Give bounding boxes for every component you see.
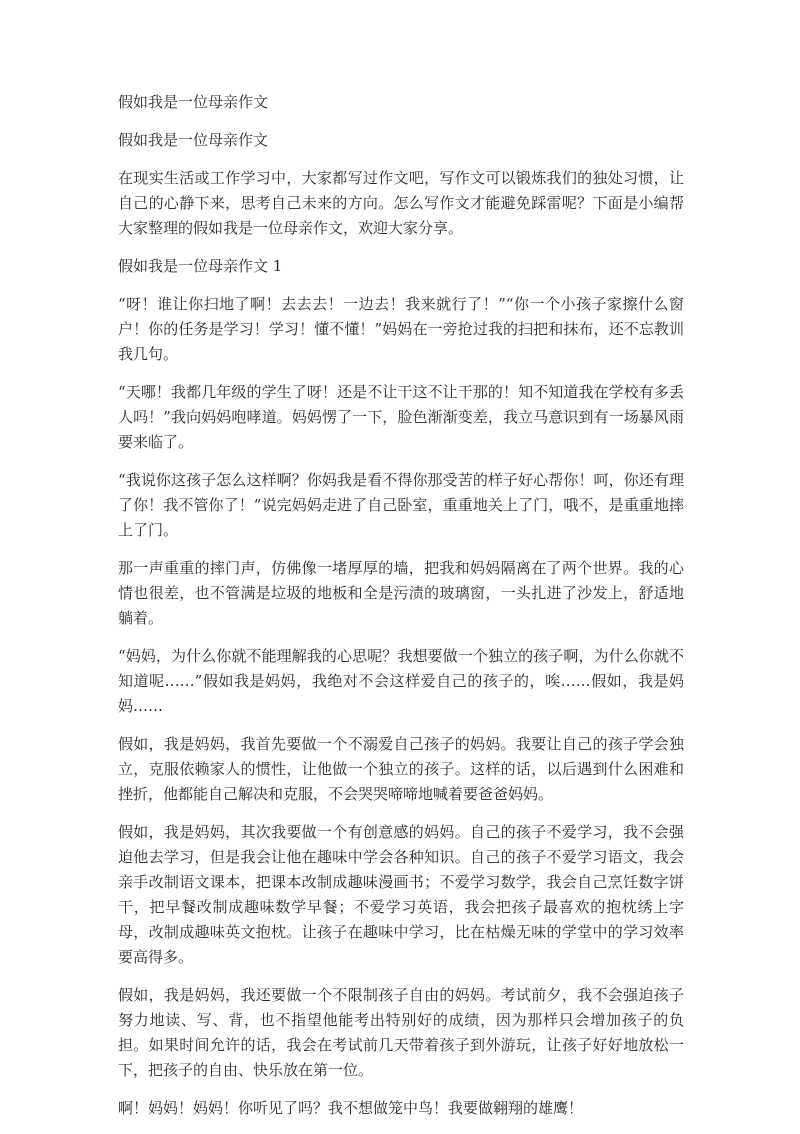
essay-heading: 假如我是一位母亲作文 1 <box>118 257 283 275</box>
paragraph: “我说你这孩子怎么这样啊？你妈我是看不得你那受苦的样子好心帮你！呵，你还有理了你！我不管你了！”说完妈妈走进了自己卧室，重重地关上了门，哦不，是重重地摔上了门。 <box>118 471 684 539</box>
closing-paragraph: 啊！妈妈！妈妈！你听见了吗？我不想做笼中鸟！我要做翱翔的雄鹰！ <box>118 1099 584 1117</box>
paragraph: 假如，我是妈妈，我还要做一个不限制孩子自由的妈妈。考试前夕，我不会强迫孩子努力地读、写、背，也不指望他能考出特别好的成绩，因为那样只会增加孩子的负担。如果时间允许的话，我会在考试前几天带着孩子到外游玩，让孩子好好地放松一下，把孩子的自由、快乐放在第一位。 <box>118 986 684 1079</box>
document-body <box>118 90 684 1134</box>
paragraph: 那一声重重的摔门声，仿佛像一堵厚厚的墙，把我和妈妈隔离在了两个世界。我的心情也很差，也不管满是垃圾的地板和全是污渍的玻璃窗，一头扎进了沙发上，舒适地躺着。 <box>118 559 684 627</box>
heading-repeat: 假如我是一位母亲作文 <box>118 131 269 149</box>
paragraph: 假如，我是妈妈，我首先要做一个不溺爱自己孩子的妈妈。我要让自己的孩子学会独立，克服依赖家人的惯性，让他做一个独立的孩子。这样的话，以后遇到什么困难和挫折，他都能自己解决和克服，不会哭哭啼啼地喊着要爸爸妈妈。 <box>118 735 684 803</box>
paragraph: “呀！谁让你扫地了啊！去去去！一边去！我来就行了！”“你一个小孩子家擦什么窗户！你的任务是学习！学习！懂不懂！”妈妈在一旁抢过我的扫把和抹布，还不忘教训我几句。 <box>118 295 684 363</box>
intro-paragraph: 在现实生活或工作学习中，大家都写过作文吧，写作文可以锻炼我们的独处习惯，让自己的心静下来，思考自己未来的方向。怎么写作文才能避免踩雷呢？下面是小编帮大家整理的假如我是一位母亲作文，欢迎大家分享。 <box>118 169 684 237</box>
paragraph: 假如，我是妈妈，其次我要做一个有创意感的妈妈。自己的孩子不爱学习，我不会强迫他去学习，但是我会让他在趣味中学会各种知识。自己的孩子不爱学习语文，我会亲手改制语文课本，把课本改制成趣味漫画书；不爱学习数学，我会自己烹饪数字饼干，把早餐改制成趣味数学早餐；不爱学习英语，我会把孩子最喜欢的抱枕绣上字母，改制成趣味英文抱枕。让孩子在趣味中学习，比在枯燥无味的学堂中的学习效率要高得多。 <box>118 823 684 966</box>
document-title: 假如我是一位母亲作文 <box>118 93 269 111</box>
paragraph: “天哪！我都几年级的学生了呀！还是不让干这不让干那的！知不知道我在学校有多丢人吗！”我向妈妈咆哮道。妈妈愣了一下，脸色渐渐变差，我立马意识到有一场暴风雨要来临了。 <box>118 383 684 451</box>
paragraph: “妈妈，为什么你就不能理解我的心思呢？我想要做一个独立的孩子啊，为什么你就不知道呢……”假如我是妈妈，我绝对不会这样爱自己的孩子的，唉……假如，我是妈妈…… <box>118 647 684 715</box>
